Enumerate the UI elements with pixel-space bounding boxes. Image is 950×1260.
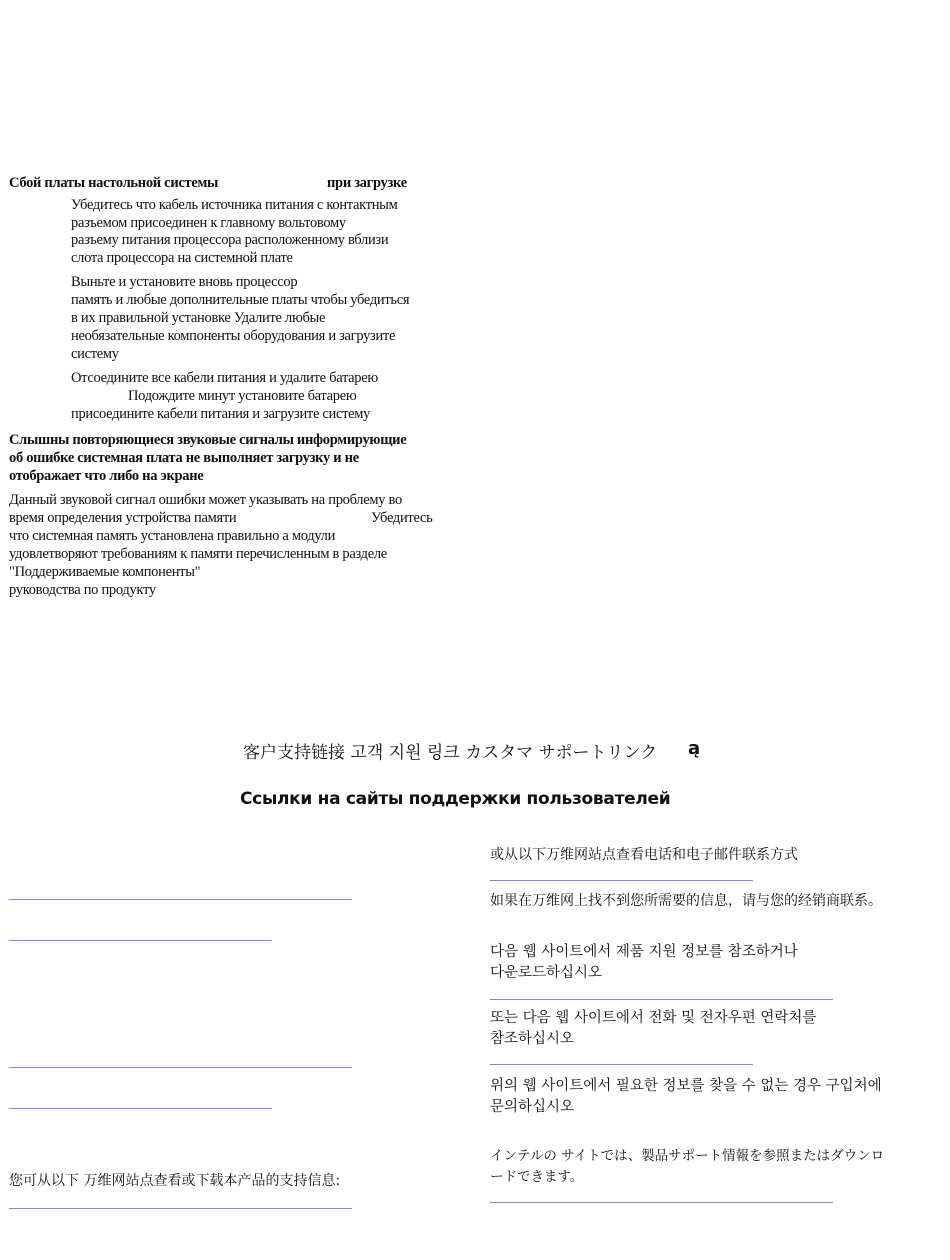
link-placeholder[interactable] xyxy=(490,999,833,1000)
link-placeholder[interactable] xyxy=(9,940,272,941)
heading-boot-failure-part1: Сбой платы настольной системы xyxy=(9,175,219,191)
link-placeholder[interactable] xyxy=(9,1108,272,1109)
link-placeholder[interactable] xyxy=(490,880,753,881)
support-text-zh-left: 您可从以下 万维网站点查看或下载本产品的支持信息: xyxy=(9,1173,341,1189)
support-title-glyph: ą xyxy=(688,738,701,759)
text-line: в их правильной установке Удалите любые xyxy=(71,310,326,326)
support-text-ko1-line1: 다음 웹 사이트에서 제품 지원 정보를 참조하거나 xyxy=(490,944,798,960)
text-line: руководства по продукту xyxy=(9,582,156,598)
text-line: Убедитесь что кабель источника питания с контактным xyxy=(71,197,398,213)
text-line: об ошибке системная плата не выполняет загрузку и не xyxy=(9,450,359,466)
text-line: память и любые дополнительные платы чтобы убедиться xyxy=(71,292,410,308)
text-line: разъему питания процессора расположенному вблизи xyxy=(71,232,389,248)
support-text-zh1: 或从以下万维网站点查看电话和电子邮件联系方式 xyxy=(490,847,798,863)
text-line: удовлетворяют требованиям к памяти перечисленным в разделе xyxy=(9,546,387,562)
text-line: Отсоедините все кабели питания и удалите батарею xyxy=(71,370,378,386)
support-text-ko1-line2: 다운로드하십시오 xyxy=(490,965,603,981)
text-line: Убедитесь xyxy=(371,510,433,526)
support-title-ru: Ссылки на сайты поддержки пользователей xyxy=(240,789,671,809)
text-line: время определения устройства памяти xyxy=(9,510,237,526)
link-placeholder[interactable] xyxy=(9,899,352,900)
text-line: необязательные компоненты оборудования и загрузите xyxy=(71,328,396,344)
text-line: слота процессора на системной плате xyxy=(71,250,293,266)
text-line: разъемом присоединен к главному вольтовому xyxy=(71,215,346,231)
link-placeholder[interactable] xyxy=(9,1067,352,1068)
support-text-zh2: 如果在万维网上找不到您所需要的信息，请与您的经销商联系。 xyxy=(490,893,882,909)
link-placeholder[interactable] xyxy=(490,1202,833,1203)
heading-boot-failure-part2: при загрузке xyxy=(327,175,407,191)
text-line: отображает что либо на экране xyxy=(9,468,204,484)
text-line: Выньте и установите вновь процессор xyxy=(71,274,298,290)
support-text-ko3-line1: 위의 웹 사이트에서 필요한 정보를 찾을 수 없는 경우 구입처에 xyxy=(490,1078,882,1094)
text-line: присоедините кабели питания и загрузите систему xyxy=(71,406,371,422)
support-text-ja-line2: ードできます。 xyxy=(490,1169,584,1185)
support-text-ko2-line1: 또는 다음 웹 사이트에서 전화 및 전자우편 연락처를 xyxy=(490,1010,817,1026)
text-line: что системная память установлена правильно а модули xyxy=(9,528,336,544)
support-text-ja-line1: インテルの サイトでは、製品サポート情報を参照またはダウンロ xyxy=(490,1148,885,1164)
text-line: Данный звуковой сигнал ошибки может указывать на проблему во xyxy=(9,492,402,508)
text-line: "Поддерживаемые компоненты" xyxy=(9,564,201,580)
support-text-ko2-line2: 참조하십시오 xyxy=(490,1031,575,1047)
text-line: Слышны повторяющиеся звуковые сигналы информирующие xyxy=(9,432,407,448)
support-title-cjk: 客户支持链接 고객 지원 링크 カスタマ サポートリンク xyxy=(243,743,658,763)
text-line: Подождите минут установите батарею xyxy=(128,388,357,404)
link-placeholder[interactable] xyxy=(9,1208,352,1209)
link-placeholder[interactable] xyxy=(490,1064,753,1065)
text-line: систему xyxy=(71,346,119,362)
support-text-ko3-line2: 문의하십시오 xyxy=(490,1099,575,1115)
